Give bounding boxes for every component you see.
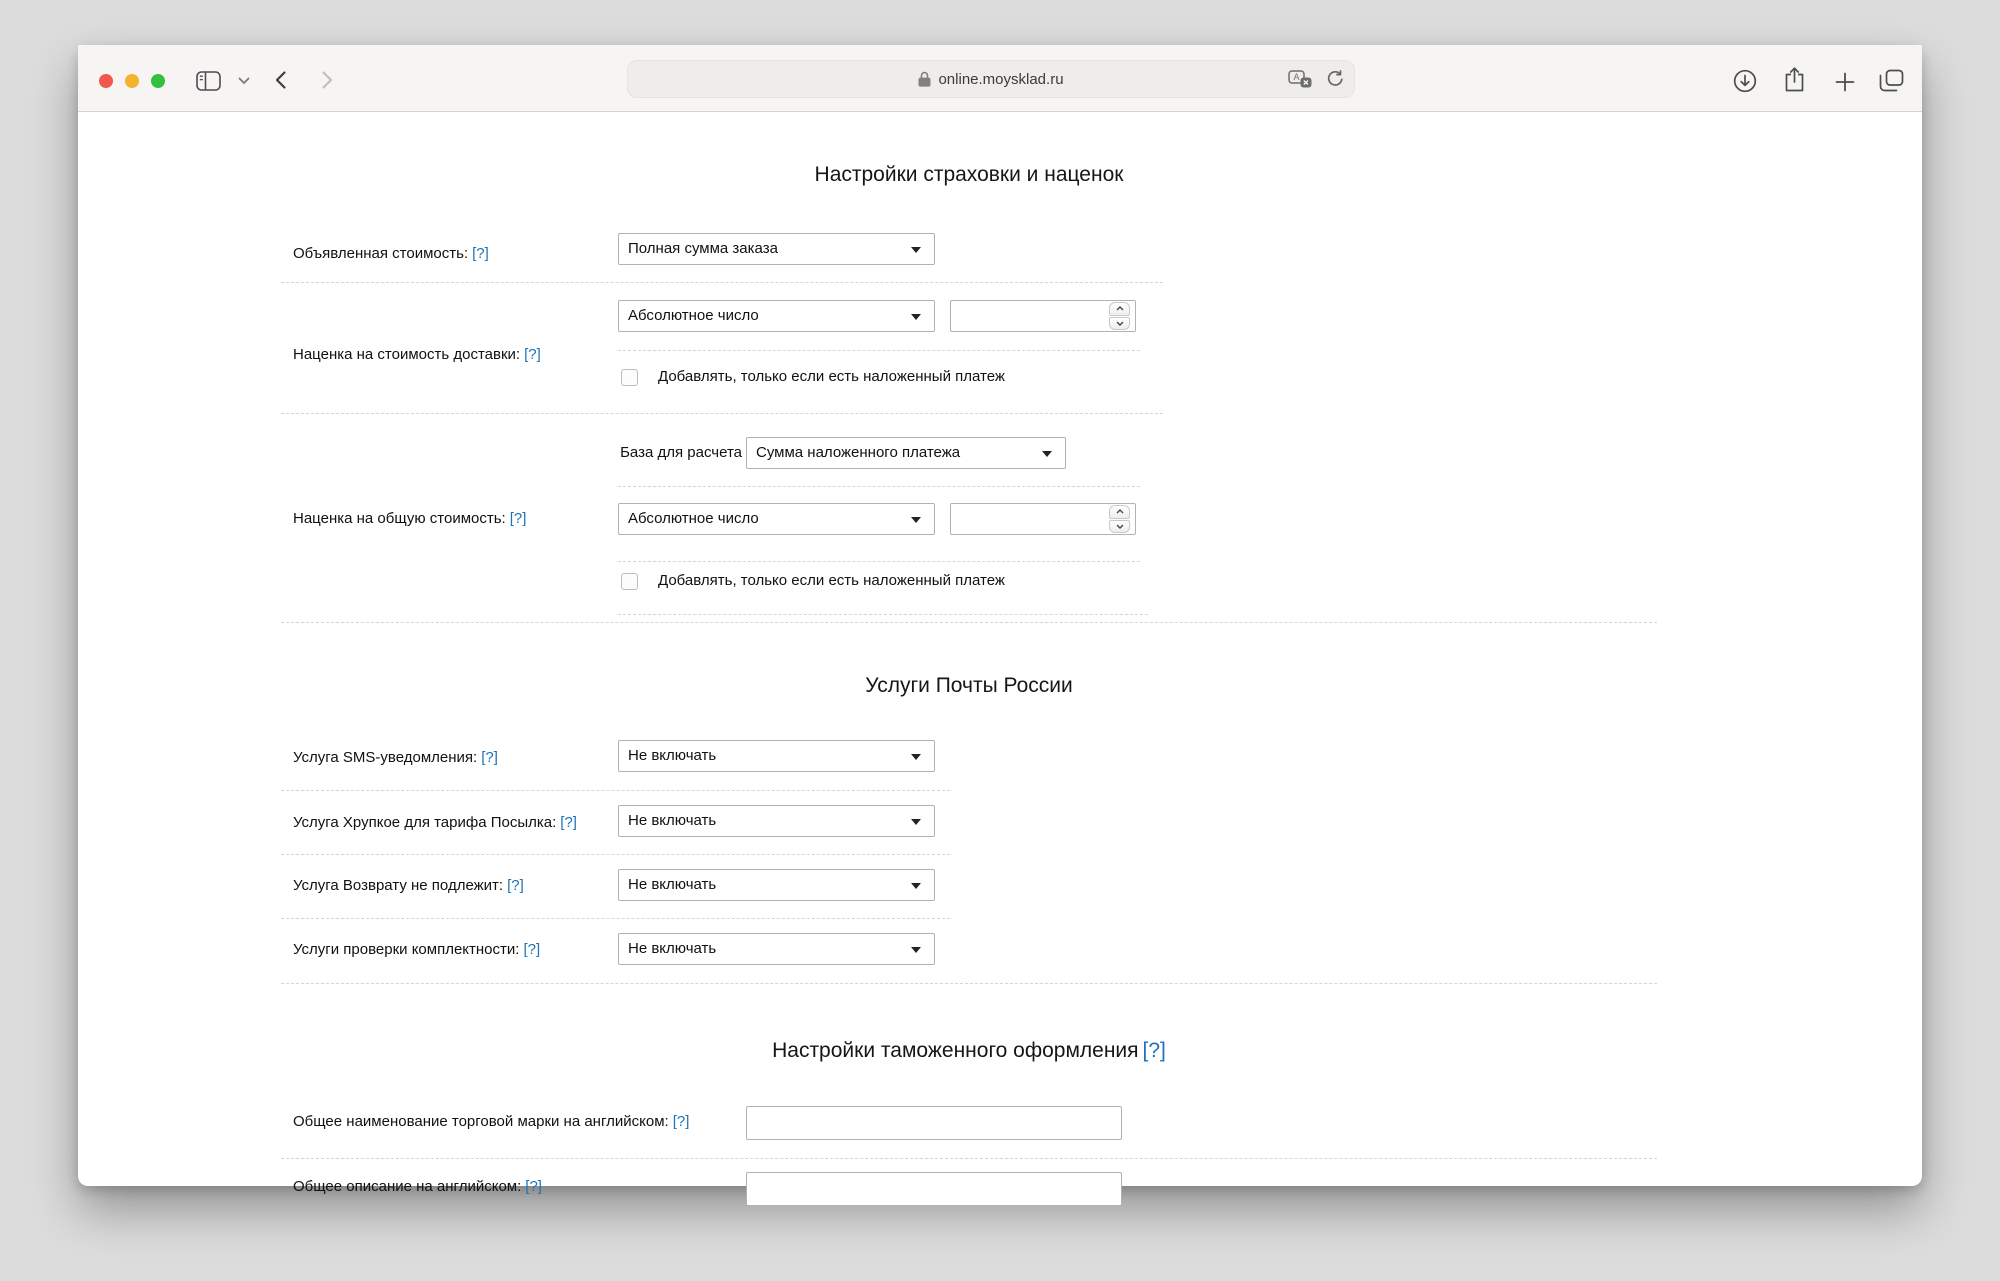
dropdown-arrow-icon xyxy=(911,947,921,953)
section-separator xyxy=(281,622,1657,623)
section-separator xyxy=(281,983,1657,984)
total-markup-amount-wrap xyxy=(950,503,1136,535)
forward-icon[interactable] xyxy=(321,71,334,89)
declared-value-label: Объявленная стоимость: [?] xyxy=(293,245,489,262)
declared-value-select[interactable]: Полная сумма заказа xyxy=(618,233,935,265)
dashed-separator xyxy=(618,486,1140,487)
help-link[interactable]: [?] xyxy=(524,346,541,363)
dropdown-arrow-icon xyxy=(911,754,921,760)
sms-service-label: Услуга SMS-уведомления: [?] xyxy=(293,749,498,766)
total-markup-cod-only-checkbox[interactable] xyxy=(621,573,638,590)
calc-base-label: База для расчета xyxy=(620,444,742,461)
help-link[interactable]: [?] xyxy=(560,814,577,831)
minimize-window-button[interactable] xyxy=(125,74,139,88)
address-bar[interactable] xyxy=(627,60,1355,98)
fragile-service-label: Услуга Хрупкое для тарифа Посылка: [?] xyxy=(293,814,577,831)
new-tab-icon[interactable] xyxy=(1835,72,1855,92)
dashed-separator xyxy=(281,918,950,919)
back-icon[interactable] xyxy=(274,71,287,89)
dropdown-arrow-icon xyxy=(911,247,921,253)
dashed-separator xyxy=(618,614,1148,615)
help-link[interactable]: [?] xyxy=(672,1113,690,1130)
help-link[interactable]: [?] xyxy=(523,941,541,958)
dropdown-arrow-icon xyxy=(911,314,921,320)
brand-name-input[interactable] xyxy=(746,1106,1122,1140)
dropdown-arrow-icon xyxy=(911,517,921,523)
help-link[interactable]: [?] xyxy=(509,510,527,527)
lock-icon[interactable] xyxy=(918,71,931,87)
delivery-markup-amount-input[interactable] xyxy=(951,301,1135,331)
description-label: Общее описание на английском: [?] xyxy=(293,1178,542,1195)
section-title-postal: Услуги Почты России xyxy=(865,674,1073,697)
help-link[interactable]: [?] xyxy=(507,877,524,894)
delivery-markup-cod-only-checkbox[interactable] xyxy=(621,369,638,386)
delivery-markup-cod-only-label: Добавлять, только если есть наложенный платеж xyxy=(658,368,1005,385)
tabs-overview-icon[interactable] xyxy=(1879,69,1904,92)
total-markup-amount-input[interactable] xyxy=(951,504,1135,534)
section-title-insurance: Настройки страховки и наценок xyxy=(814,163,1124,186)
help-link[interactable]: [?] xyxy=(481,749,498,766)
section-title-customs: Настройки таможенного оформления [?] xyxy=(772,1039,1166,1062)
number-stepper[interactable] xyxy=(1109,302,1130,330)
chevron-down-icon[interactable] xyxy=(238,77,250,85)
delivery-markup-amount-wrap xyxy=(950,300,1136,332)
dashed-separator xyxy=(618,561,1140,562)
dashed-separator xyxy=(281,854,950,855)
dashed-separator xyxy=(281,1158,1657,1159)
sidebar-icon[interactable] xyxy=(196,71,221,91)
dropdown-arrow-icon xyxy=(911,883,921,889)
fragile-service-select[interactable]: Не включать xyxy=(618,805,935,837)
total-markup-label: Наценка на общую стоимость: [?] xyxy=(293,510,527,527)
dashed-separator xyxy=(281,413,1163,414)
sms-service-select[interactable]: Не включать xyxy=(618,740,935,772)
no-return-service-label: Услуга Возврату не подлежит: [?] xyxy=(293,877,524,894)
dropdown-arrow-icon xyxy=(911,819,921,825)
dashed-separator xyxy=(281,790,950,791)
download-icon[interactable] xyxy=(1733,69,1757,93)
translate-icon[interactable] xyxy=(1288,70,1313,89)
browser-window xyxy=(78,45,1922,1195)
zoom-window-button[interactable] xyxy=(151,74,165,88)
description-input[interactable] xyxy=(746,1172,1122,1206)
calc-base-select[interactable]: Сумма наложенного платежа xyxy=(746,437,1066,469)
help-link[interactable]: [?] xyxy=(472,245,489,262)
dropdown-arrow-icon xyxy=(1042,451,1052,457)
dashed-separator xyxy=(281,282,1163,283)
no-return-service-select[interactable]: Не включать xyxy=(618,869,935,901)
delivery-markup-label: Наценка на стоимость доставки: [?] xyxy=(293,346,541,363)
completeness-check-label: Услуги проверки комплектности: [?] xyxy=(293,941,541,958)
total-markup-type-select[interactable]: Абсолютное число xyxy=(618,503,935,535)
dashed-separator xyxy=(618,350,1140,351)
delivery-markup-type-select[interactable]: Абсолютное число xyxy=(618,300,935,332)
help-link[interactable]: [?] xyxy=(1142,1039,1166,1062)
close-window-button[interactable] xyxy=(99,74,113,88)
url-text: online.moysklad.ru xyxy=(938,70,1064,88)
total-markup-cod-only-label: Добавлять, только если есть наложенный платеж xyxy=(658,572,1005,589)
browser-toolbar xyxy=(78,45,1922,112)
completeness-check-select[interactable]: Не включать xyxy=(618,933,935,965)
reload-icon[interactable] xyxy=(1326,70,1344,88)
brand-name-label: Общее наименование торговой марки на английском: [?] xyxy=(293,1113,690,1130)
help-link[interactable]: [?] xyxy=(525,1178,542,1195)
number-stepper[interactable] xyxy=(1109,505,1130,533)
share-icon[interactable] xyxy=(1784,66,1805,92)
svg-text:A: A xyxy=(1293,71,1300,82)
